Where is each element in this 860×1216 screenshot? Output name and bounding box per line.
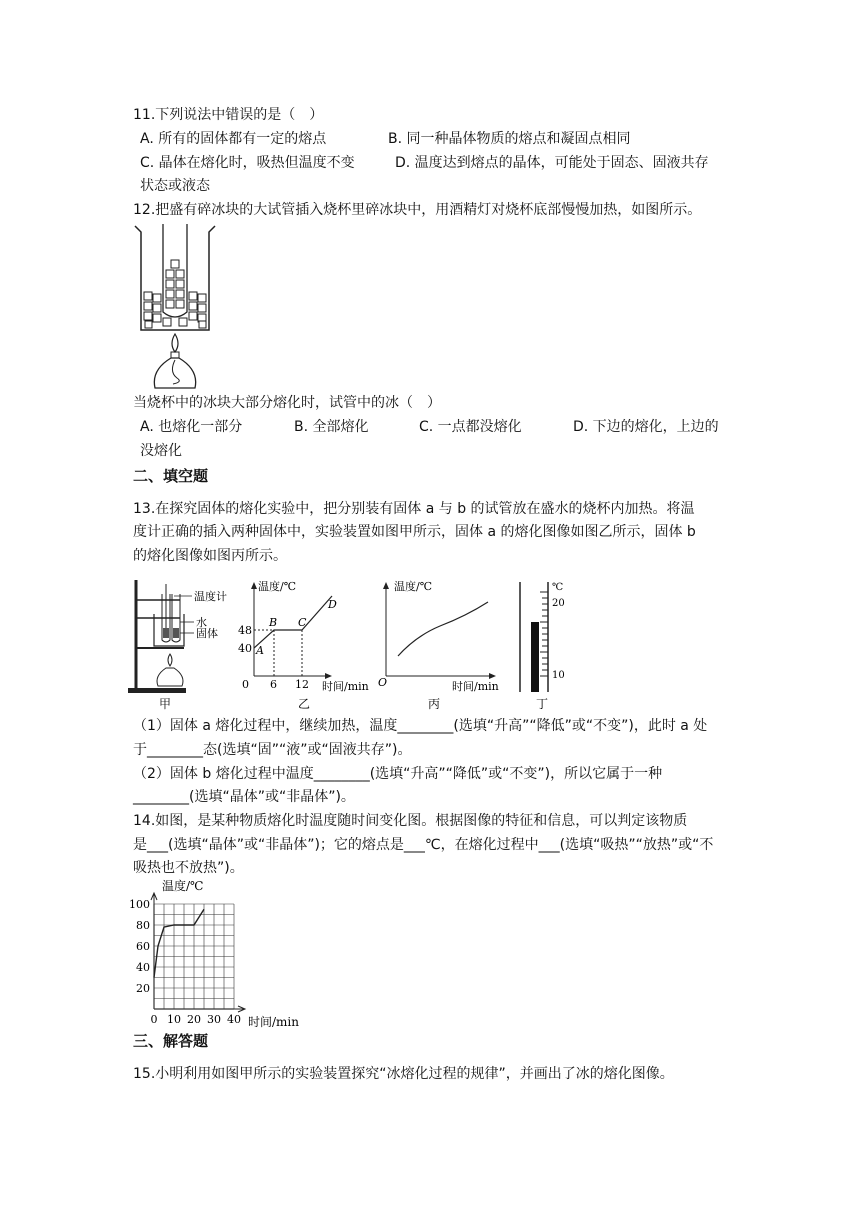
ding-caption: 丁 <box>536 697 549 711</box>
yi-xlabel: 时间/min <box>322 680 369 693</box>
yi-caption: 乙 <box>298 697 311 711</box>
y-tick-label: 100 <box>129 898 150 911</box>
bing-caption: 丙 <box>428 697 441 711</box>
q14-xlabel: 时间/min <box>248 1015 299 1028</box>
jia-label-water: 水 <box>196 616 207 629</box>
jia-label-thermometer: 温度计 <box>194 590 227 603</box>
q13-part2-line1: （2）固体 b 熔化过程中温度________(选填“升高”“降低”或“不变”)，所以它属于一种 <box>133 766 663 782</box>
yi-point-c: C <box>298 616 307 629</box>
bing-ylabel: 温度/℃ <box>394 580 433 593</box>
jia-label-solid: 固体 <box>196 627 218 640</box>
q11-option-b: B. 同一种晶体物质的熔点和凝固点相同 <box>388 131 631 147</box>
q11-option-c: C. 晶体在熔化时，吸热但温度不变 <box>140 155 355 171</box>
q12-option-a: A. 也熔化一部分 <box>140 419 243 435</box>
q14-line3: 吸热也不放热”)。 <box>133 860 244 876</box>
ding-unit: ℃ <box>552 582 564 593</box>
x-tick-label: 40 <box>227 1013 241 1026</box>
yi-point-d: D <box>328 598 337 611</box>
q14-melting-chart <box>128 878 308 1028</box>
yi-point-b: B <box>269 616 278 629</box>
yi-ylabel: 温度/℃ <box>258 580 297 593</box>
section-fill-in: 二、填空题 <box>133 467 209 485</box>
q14-line1: 14.如图，是某种物质熔化时温度随时间变化图。根据图像的特征和信息，可以判定该物质 <box>133 813 688 829</box>
section-answer: 三、解答题 <box>133 1032 209 1050</box>
q11-stem: 11.下列说法中错误的是（ ） <box>133 107 324 123</box>
q13-fig-ding-thermometer <box>514 576 574 716</box>
q12-option-d: D. 下边的熔化，上边的 <box>573 419 719 435</box>
q11-option-a: A. 所有的固体都有一定的熔点 <box>140 131 327 147</box>
x-tick-label: 0 <box>150 1013 158 1026</box>
q13-part1-line2: 于________态(选填“固”“液”或“固液共存”)。 <box>133 742 412 758</box>
q13-line2: 度计正确的插入两种固体中，实验装置如图甲所示，固体 a 的熔化图像如图乙所示，固体 b <box>133 524 696 540</box>
q11-option-d-cont: 状态或液态 <box>140 178 210 194</box>
yi-ytick-48: 48 <box>238 624 252 637</box>
y-tick-label: 20 <box>136 982 150 995</box>
q12-option-b: B. 全部熔化 <box>294 419 369 435</box>
x-tick-label: 30 <box>207 1013 221 1026</box>
y-tick-label: 60 <box>136 940 150 953</box>
q13-line3: 的熔化图像如图丙所示。 <box>133 548 287 564</box>
q12-beaker-figure <box>133 222 218 392</box>
ding-tick-10: 10 <box>552 670 565 681</box>
bing-xlabel: 时间/min <box>452 680 499 693</box>
q13-fig-bing-chart <box>376 576 506 716</box>
yi-ytick-40: 40 <box>238 642 252 655</box>
q12-option-d-cont: 没熔化 <box>140 443 182 459</box>
yi-point-a: A <box>256 644 264 657</box>
bing-origin: O <box>378 676 388 689</box>
x-tick-label: 10 <box>167 1013 181 1026</box>
axis-arrows <box>151 893 245 1012</box>
ding-tick-20: 20 <box>552 598 565 609</box>
x-tick-label: 20 <box>187 1013 201 1026</box>
q14-ylabel: 温度/℃ <box>162 879 204 893</box>
q14-line2: 是___(选填“晶体”或“非晶体”)；它的熔点是___℃，在熔化过程中___(选填“吸热”“放热”或“不 <box>133 837 714 853</box>
yi-xtick-0: 0 <box>242 678 249 691</box>
q13-fig-yi-chart <box>236 576 371 716</box>
yi-xtick-12: 12 <box>295 678 309 691</box>
y-tick-label: 80 <box>136 919 150 932</box>
yi-xtick-6: 6 <box>270 678 277 691</box>
q12-option-c: C. 一点都没熔化 <box>419 419 522 435</box>
q11-option-d: D. 温度达到熔点的晶体，可能处于固态、固液共存 <box>395 155 709 171</box>
q12-stem: 12.把盛有碎冰块的大试管插入烧杯里碎冰块中，用酒精灯对烧杯底部慢慢加热，如图所示。 <box>133 202 702 218</box>
q13-part2-line2: ________(选填“晶体”或“非晶体”)。 <box>133 789 355 805</box>
jia-caption: 甲 <box>159 697 172 711</box>
q13-fig-jia-apparatus <box>128 576 233 716</box>
q13-part1-line1: （1）固体 a 熔化过程中，继续加热，温度________(选填“升高”“降低”或“不变”)，此时 a 处 <box>133 718 708 734</box>
y-tick-label: 40 <box>136 961 150 974</box>
q13-line1: 13.在探究固体的熔化实验中，把分别装有固体 a 与 b 的试管放在盛水的烧杯内加热。将温 <box>133 501 695 517</box>
q12-question: 当烧杯中的冰块大部分熔化时，试管中的冰（ ） <box>133 395 441 411</box>
q15-line1: 15.小明利用如图甲所示的实验装置探究“冰熔化过程的规律”，并画出了冰的熔化图像。 <box>133 1066 674 1082</box>
